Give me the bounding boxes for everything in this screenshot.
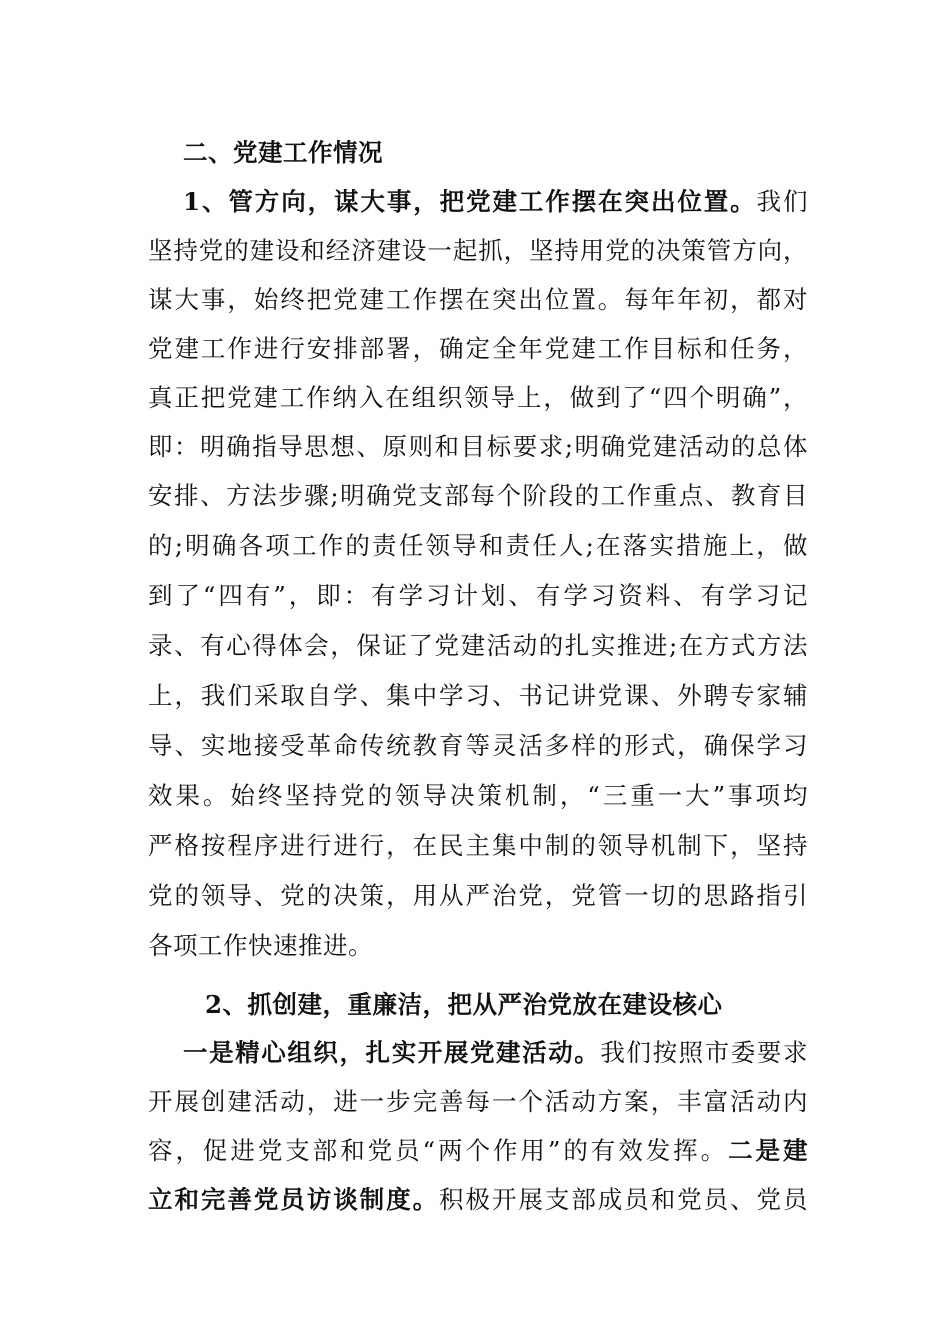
part2-heading: 2、抓创建，重廉洁，把从严治党放在建设核心 <box>205 990 723 1019</box>
paragraph-line: 安排、方法步骤;明确党支部每个阶段的工作重点、教育目 <box>148 481 808 510</box>
part2-first-line <box>183 1028 808 1078</box>
line4-bold: 立和完善党员访谈制度。 <box>148 1185 440 1214</box>
line3-bold: 二是建 <box>728 1136 808 1165</box>
paragraph-line: 真正把党建工作纳入在组织领导上，做到了“四个明确”， <box>148 383 808 412</box>
paragraph-line-mixed <box>148 1126 808 1176</box>
item1-rest: 我们按照市委要求 <box>600 1038 808 1067</box>
paragraph-line: 严格按程序进行进行，在民主集中制的领导机制下，坚持 <box>148 831 808 860</box>
paragraph-line: 即：明确指导思想、原则和目标要求;明确党建活动的总体 <box>148 432 808 461</box>
line3-normal: 容，促进党支部和党员“两个作用”的有效发挥。 <box>148 1136 729 1165</box>
section-heading: 二、党建工作情况 <box>183 138 383 167</box>
paragraph-line: 开展创建活动，进一步完善每一个活动方案，丰富活动内 <box>148 1087 808 1116</box>
paragraph-line-mixed <box>148 1175 808 1225</box>
paragraph-line: 党的领导、党的决策，用从严治党，党管一切的思路指引 <box>148 881 808 910</box>
paragraph-line: 效果。始终坚持党的领导决策机制，“三重一大”事项均 <box>148 781 808 810</box>
paragraph-line: 上，我们采取自学、集中学习、书记讲党课、外聘专家辅 <box>148 681 808 710</box>
paragraph-line: 录、有心得体会，保证了党建活动的扎实推进;在方式方法 <box>148 631 808 660</box>
paragraph-line: 党建工作进行安排部署，确定全年党建工作目标和任务， <box>148 334 808 363</box>
line4-rest: 积极开展支部成员和党员、党员 <box>439 1185 809 1214</box>
paragraph-line: 谋大事，始终把党建工作摆在突出位置。每年年初，都对 <box>148 285 808 314</box>
item1-bold: 一是精心组织，扎实开展党建活动。 <box>183 1038 601 1067</box>
paragraph-line: 的;明确各项工作的责任领导和责任人;在落实措施上，做 <box>148 531 808 560</box>
part1-heading: 1、管方向，谋大事，把党建工作摆在突出位置。 <box>183 187 757 216</box>
paragraph-line: 坚持党的建设和经济建设一起抓，坚持用党的决策管方向， <box>148 236 808 265</box>
part1-first-line-rest: 我们 <box>756 187 809 216</box>
paragraph-line: 各项工作快速推进。 <box>148 931 373 960</box>
part1-first-line <box>183 177 808 227</box>
paragraph-line: 导、实地接受革命传统教育等灵活多样的形式，确保学习 <box>148 731 808 760</box>
paragraph-line: 到了“四有”，即：有学习计划、有学习资料、有学习记 <box>148 581 808 610</box>
